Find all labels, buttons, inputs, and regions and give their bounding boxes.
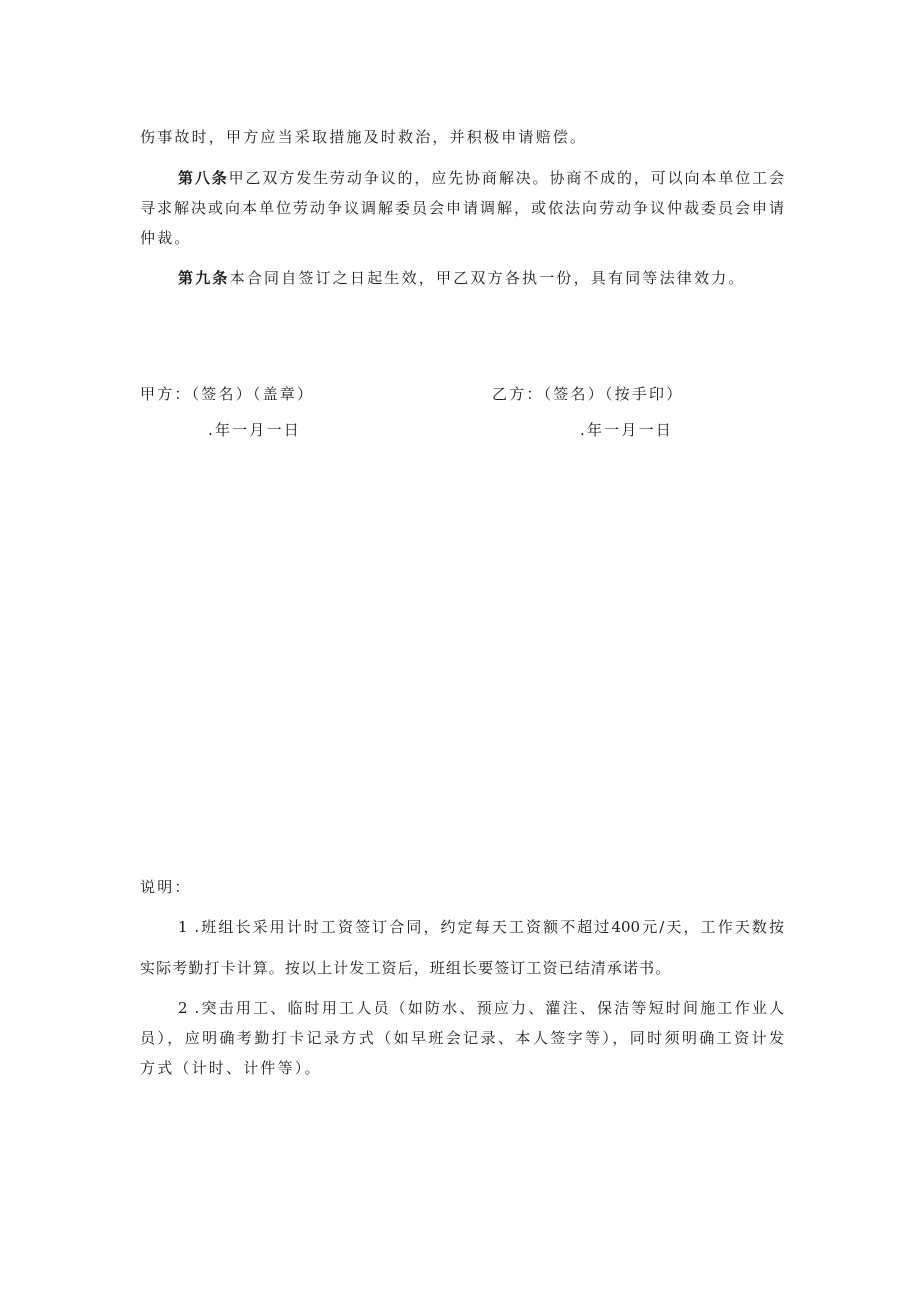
party-a-signature-label: 甲方：（签名）（盖章） [140,385,315,403]
party-b-date: .年一月一日 [580,421,673,439]
note-2-line-1: 2 .突击用工、临时用工人员（如防水、预应力、灌注、保洁等短时间施工作业人 [178,999,784,1017]
note-1-line-1: 1 .班组长采用计时工资签订合同，约定每天工资额不超过400元/天，工作天数按 [178,918,784,936]
article-8-label: 第八条 [178,169,229,187]
article-8-line-2: 寻求解决或向本单位劳动争议调解委员会申请调解，或依法向劳动争议仲裁委员会申请 [140,199,784,217]
note-1-line-2: 实际考勤打卡计算。按以上计发工资后，班组长要签订工资已结清承诺书。 [140,959,672,977]
article-8-line-1 [178,168,784,188]
party-a-date: .年一月一日 [208,421,301,439]
contract-continuation-line: 伤事故时，甲方应当采取措施及时救治，并积极申请赔偿。 [140,128,588,146]
note-2-line-3: 方式（计时、计件等）。 [140,1059,322,1077]
article-8-text-1: 甲乙双方发生劳动争议的，应先协商解决。协商不成的，可以向本单位工会 [228,169,784,187]
article-8-line-3: 仲裁。 [140,229,192,247]
article-9-text: 本合同自签订之日起生效，甲乙双方各执一份，具有同等法律效力。 [229,269,746,287]
note-2-line-2: 员），应明确考勤打卡记录方式（如早班会记录、本人签字等），同时须明确工资计发 [140,1029,784,1047]
article-9-label: 第九条 [178,269,230,287]
notes-title: 说明： [140,878,192,896]
party-b-signature-label: 乙方：（签名）（按手印） [492,385,684,403]
article-9-line [178,268,746,288]
